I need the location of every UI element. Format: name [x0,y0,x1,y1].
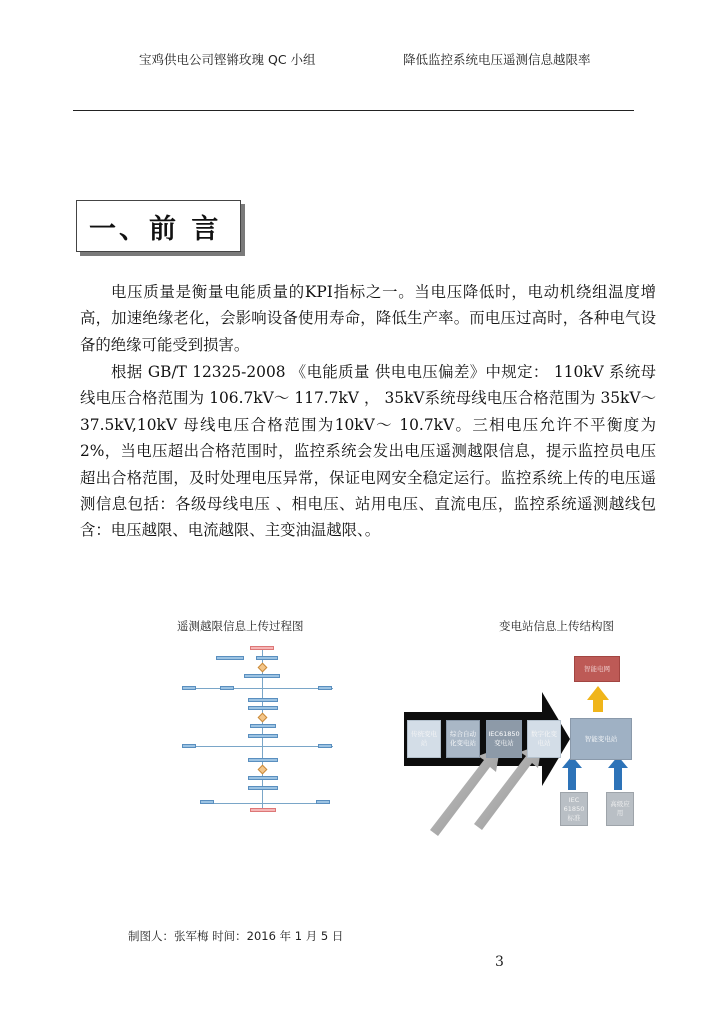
paragraph-standard: 根据 GB/T 12325-2008 《电能质量 供电电压偏差》中规定： 110kV 系统母线电压合格范围为 106.7kV～ 117.7kV ， 35kV系统母线电压合格范围为 35kV～ 37.5kV,10kV 母线电压合格范围为10kV～ 10.7kV。三相电压允许不平衡度为 2%，当电压超出合格范围时，监控系统会发出电压遥测越限信息，提示监控员电压超出合格范围，及时处理电压异常，保证电网安全稳定运行。监控系统上传的电压遥测信息包括：各级母线电压 、相电压、站用电压、直流电压，监控系统遥测越线包含：电压越限、电流越限、主变油温越限、。 [80,363,656,540]
flow-node [216,656,244,660]
page-number: 3 [495,954,504,970]
flow-node [256,656,278,660]
flow-node [248,734,278,738]
flow-end-node [250,808,276,812]
flow-node [248,698,278,702]
station-box-traditional: 传统变电站 [407,720,441,758]
flow-node [182,686,196,690]
section-heading-box [76,200,241,252]
flow-start-node [250,646,274,650]
header-right-text: 降低监控系统电压遥测信息越限率 [403,52,591,67]
flow-node [200,800,214,804]
flow-node [316,800,330,804]
flow-node [318,744,332,748]
station-box-iec61850: IEC61850变电站 [486,720,522,758]
flow-node [318,686,332,690]
up-arrow-blue-2 [608,756,628,790]
flow-branch-line [188,688,333,689]
flow-node [244,674,280,678]
flow-decision-node [258,713,268,723]
smart-grid-box: 智能电网 [574,656,620,682]
smart-station-box: 智能变电站 [570,718,632,760]
flow-decision-node [258,765,268,775]
flow-node [248,758,278,762]
upload-process-flowchart [178,640,348,818]
flow-branch-line [188,746,333,747]
iec-standard-box: IEC 61850 标准 [560,792,588,826]
header-divider [73,110,634,111]
flow-branch-line [200,803,330,804]
up-arrow-orange [587,686,609,712]
flow-decision-node [258,663,268,673]
figure-author-note: 制图人：张军梅 时间：2016 年 1 月 5 日 [128,929,344,943]
flow-node [248,706,278,710]
section-title: 一、前 言 [89,214,222,245]
flow-node [182,744,196,748]
flow-node [248,776,278,780]
station-box-digital: 数字化变电站 [527,720,561,758]
advanced-application-box: 高级应用 [606,792,634,826]
flow-node [250,724,276,728]
flow-node [220,686,234,690]
up-arrow-blue-1 [562,756,582,790]
station-structure-diagram [404,640,654,840]
flow-node [248,786,278,790]
station-box-integrated: 综合自动化变电站 [446,720,480,758]
figure-caption-upload-process: 遥测越限信息上传过程图 [177,619,304,633]
header-left-text: 宝鸡供电公司铿锵玫瑰 QC 小组 [139,52,316,67]
figure-caption-station-structure: 变电站信息上传结构图 [499,619,614,633]
paragraph-intro: 电压质量是衡量电能质量的KPI指标之一。当电压降低时，电动机绕组温度增高，加速绝缘老化，会影响设备使用寿命，降低生产率。而电压过高时，各种电气设备的绝缘可能受到损害。 [80,283,656,354]
